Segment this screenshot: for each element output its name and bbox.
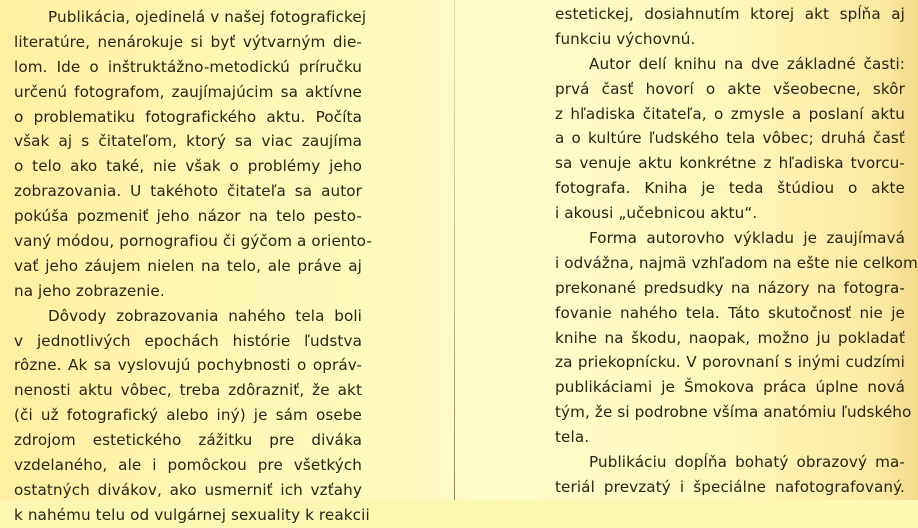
text-line: určenú fotografom, zaujímajúcim sa aktívne — [14, 82, 362, 101]
text-line: v jednotlivých epochách histórie ľudstva — [14, 331, 362, 350]
text-line: teriál prevzatý i špeciálne nafotografovaný. — [555, 477, 905, 496]
text-line: fovanie nahého tela. Táto skutočnosť nie je — [555, 303, 905, 322]
text-line: zdrojom estetického zážitku pre diváka — [14, 431, 362, 450]
text-line: vzdelaného, ale i pomôckou pre všetkých — [14, 456, 362, 475]
text-line: z hľadiska čitateľa, o zmysle a poslaní aktu — [555, 104, 905, 123]
text-line: lom. Ide o inštruktážno-metodickú príručku — [14, 57, 362, 76]
text-line: na jeho zobrazenie. — [14, 281, 165, 300]
text-line: sa venuje aktu konkrétne z hľadiska tvorcu- — [555, 154, 905, 173]
text-line: tela. — [555, 428, 590, 447]
text-line: Autor delí knihu na dve základné časti: — [589, 54, 905, 73]
text-line: prekonané predsudky na názory na fotogra- — [555, 278, 905, 297]
left-page-text — [14, 0, 372, 528]
text-line: pokúša pozmeniť jeho názor na telo pesto- — [14, 207, 362, 226]
text-line: publikáciami je Šmokova práca úplne nová — [555, 378, 905, 397]
text-line: nenosti aktu vôbec, treba zdôrazniť, že akt — [14, 381, 362, 400]
left-page — [14, 0, 372, 528]
text-line: o problematiku fotografického aktu. Počíta — [14, 107, 362, 126]
text-line: knihe na škodu, naopak, možno ju pokladať — [555, 328, 905, 347]
text-line: Forma autorovho výkladu je zaujímavá — [589, 229, 905, 248]
text-line: funkciu výchovnú. — [555, 29, 696, 48]
text-line: Publikácia, ojedinelá v našej fotografickej — [48, 8, 367, 26]
text-line: estetickej, dosiahnutím ktorej akt spĺňa aj — [555, 5, 905, 23]
text-line: a o kultúre ľudského tela vôbec; druhá časť — [555, 129, 905, 148]
text-line: (či už fotografický alebo iný) je sám osebe — [14, 406, 362, 425]
text-line: vať jeho záujem nielen na telo, ale práve aj — [14, 256, 362, 275]
right-page-text — [555, 0, 918, 500]
text-line: Dôvody zobrazovania nahého tela boli — [48, 306, 362, 325]
text-line: literatúre, nenárokuje si byť výtvarným die- — [14, 32, 362, 51]
text-line: však aj s čitateľom, ktorý sa viac zaujíma — [14, 132, 362, 151]
text-line: prvá časť hovorí o akte všeobecne, skôr — [555, 79, 905, 98]
text-line: ostatných divákov, ako usmerniť ich vzťahy — [14, 480, 362, 499]
text-line: za priekopnícku. V porovnaní s inými cudzími — [555, 353, 905, 372]
text-line: zobrazovania. U takéhoto čitateľa sa autor — [14, 182, 362, 201]
text-line: o telo ako také, nie však o problémy jeho — [14, 157, 362, 176]
text-line: tým, že si podrobne všíma anatómiu ľudského — [555, 403, 912, 422]
text-line: k nahému telu od vulgárnej sexuality k reakcii — [14, 505, 370, 524]
text-line: vaný módou, pornografiou či gýčom a oriento- — [14, 232, 372, 251]
text-line: fotografa. Kniha je teda štúdiou o akte — [555, 179, 905, 198]
text-line: i odvážna, najmä vzhľadom na ešte nie celkom — [555, 253, 918, 272]
page-gutter-divider — [454, 0, 455, 500]
text-line: rôzne. Ak sa vyslovujú pochybnosti o opráv- — [14, 356, 362, 375]
text-line: i akousi „učebnicou aktu“. — [555, 204, 758, 223]
text-line: Publikáciu dopĺňa bohatý obrazový ma- — [589, 453, 905, 472]
right-page — [555, 0, 918, 500]
